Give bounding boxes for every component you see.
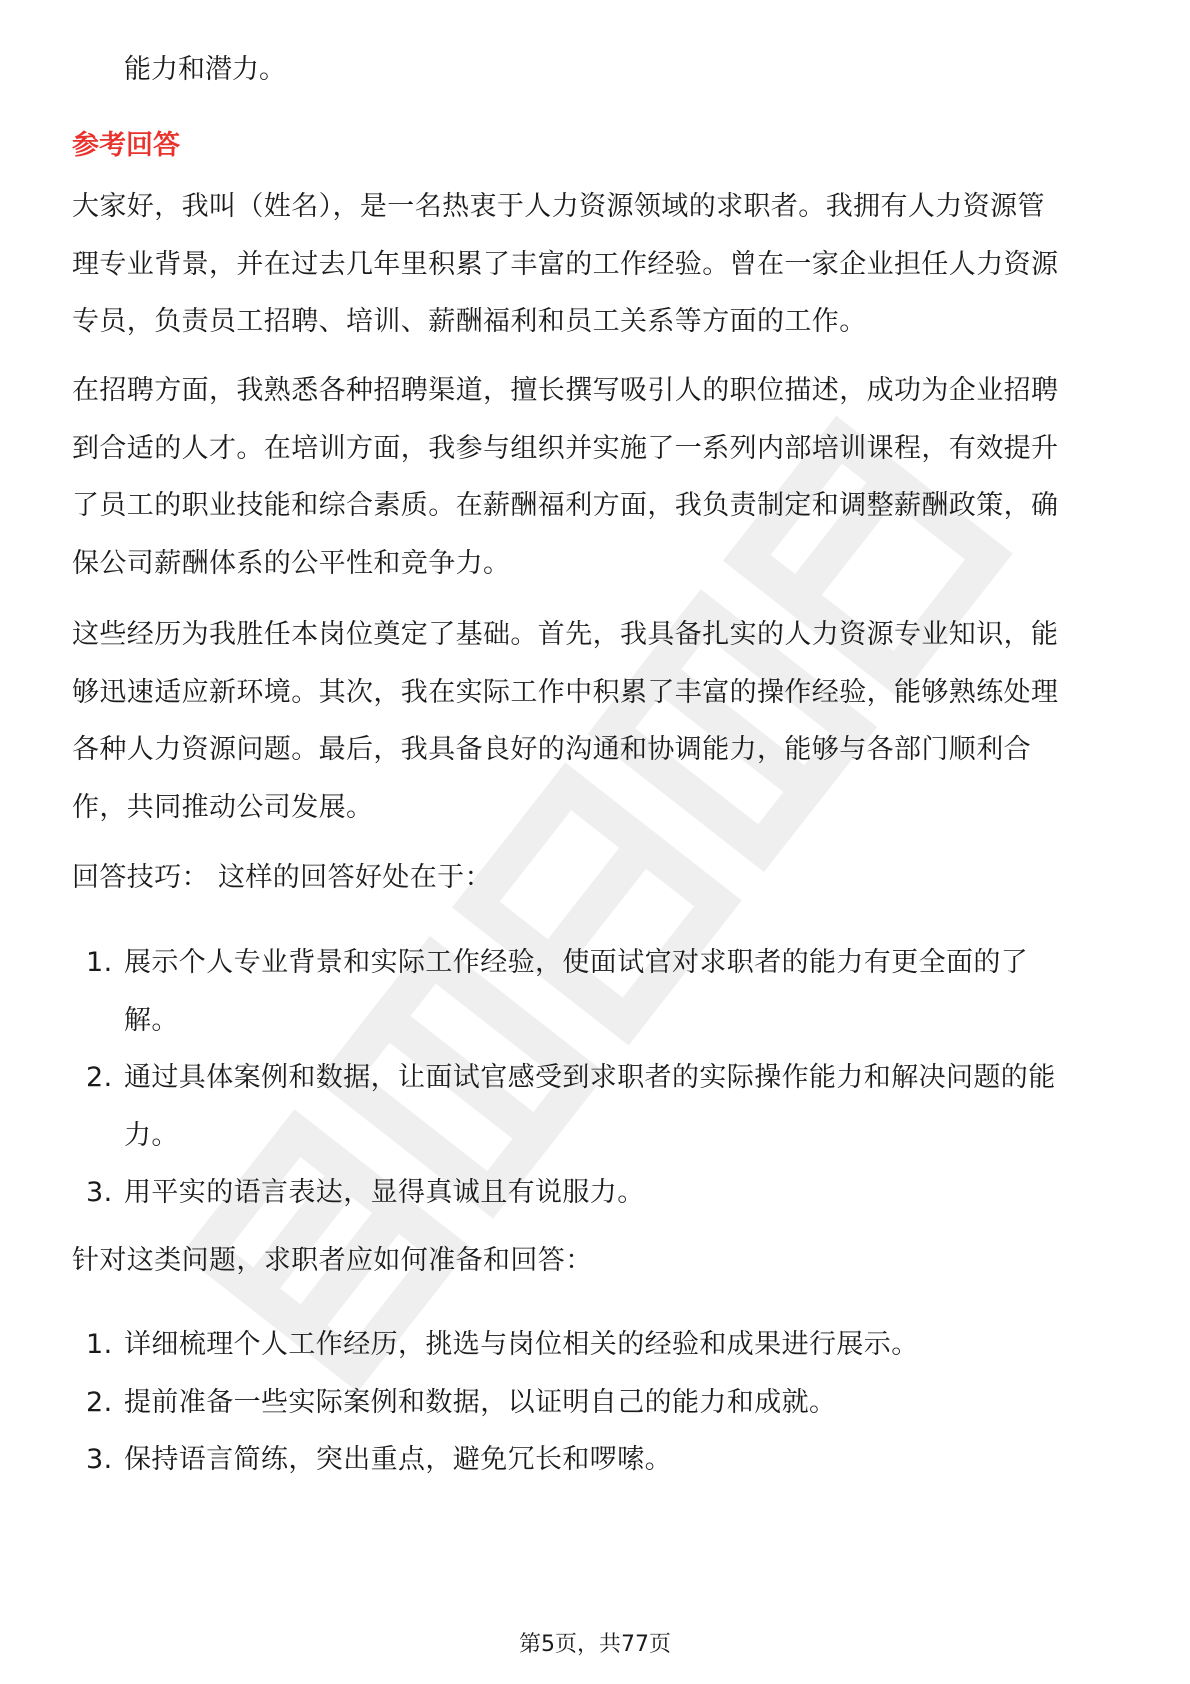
tips-heading-text: 回答技巧： 这样的回答好处在于： xyxy=(72,862,492,893)
paragraph-intro xyxy=(72,178,1120,351)
continued-text: 能力和潜力。 xyxy=(124,54,286,85)
list-number: 1. xyxy=(86,1329,113,1360)
list-item xyxy=(72,934,1120,1049)
page-footer: 第5页，共77页 xyxy=(519,1632,671,1657)
prep-list xyxy=(72,1316,1120,1489)
paragraph-experience xyxy=(72,362,1120,592)
section-title: 参考回答 xyxy=(72,130,180,161)
paragraph-line: 各种人力资源问题。最后，我具备良好的沟通和协调能力，能够与各部门顺利合 xyxy=(72,734,1031,765)
tips-heading xyxy=(72,849,1120,907)
paragraph-line: 了员工的职业技能和综合素质。在薪酬福利方面，我负责制定和调整薪酬政策，确 xyxy=(72,490,1059,521)
paragraph-line: 专员，负责员工招聘、培训、薪酬福利和员工关系等方面的工作。 xyxy=(72,306,867,337)
list-item xyxy=(72,1374,1120,1432)
paragraph-line: 大家好，我叫（姓名），是一名热衷于人力资源领域的求职者。我拥有人力资源管 xyxy=(72,191,1045,222)
paragraph-line: 到合适的人才。在培训方面，我参与组织并实施了一系列内部培训课程，有效提升 xyxy=(72,432,1059,464)
list-number: 2. xyxy=(86,1386,113,1418)
paragraph-qualification xyxy=(72,606,1120,836)
list-number: 3. xyxy=(86,1444,113,1475)
paragraph-line: 够迅速适应新环境。其次，我在实际工作中积累了丰富的操作经验，能够熟练处理 xyxy=(72,676,1059,708)
list-item-line: 保持语言简练，突出重点，避免冗长和啰嗦。 xyxy=(124,1444,672,1475)
prep-heading-text: 针对这类问题，求职者应如何准备和回答： xyxy=(72,1245,593,1276)
list-item xyxy=(72,1431,1120,1489)
list-item-line: 提前准备一些实际案例和数据，以证明自己的能力和成就。 xyxy=(124,1386,837,1418)
list-number: 2. xyxy=(86,1062,113,1093)
list-item-line: 解。 xyxy=(124,1004,179,1036)
paragraph-line: 作，共同推动公司发展。 xyxy=(72,791,374,823)
list-item xyxy=(72,1049,1120,1164)
list-number: 3. xyxy=(86,1177,113,1208)
list-item-line: 力。 xyxy=(124,1119,179,1151)
tips-list xyxy=(72,934,1120,1222)
prep-heading xyxy=(72,1232,1120,1290)
list-item-line: 通过具体案例和数据，让面试官感受到求职者的实际操作能力和解决问题的能 xyxy=(124,1062,1056,1093)
list-item-line: 详细梳理个人工作经历，挑选与岗位相关的经验和成果进行展示。 xyxy=(124,1329,919,1360)
paragraph-line: 在招聘方面，我熟悉各种招聘渠道，擅长撰写吸引人的职位描述，成功为企业招聘 xyxy=(72,375,1059,406)
list-number: 1. xyxy=(86,947,113,978)
paragraph-line: 保公司薪酬体系的公平性和竞争力。 xyxy=(72,547,511,579)
list-item-line: 展示个人专业背景和实际工作经验，使面试官对求职者的能力有更全面的了 xyxy=(124,947,1029,978)
list-item-line: 用平实的语言表达，显得真诚且有说服力。 xyxy=(124,1177,645,1208)
paragraph-line: 这些经历为我胜任本岗位奠定了基础。首先，我具备扎实的人力资源专业知识，能 xyxy=(72,619,1059,650)
list-item xyxy=(72,1164,1120,1222)
paragraph-line: 理专业背景，并在过去几年里积累了丰富的工作经验。曾在一家企业担任人力资源 xyxy=(72,248,1059,280)
list-item xyxy=(72,1316,1120,1374)
